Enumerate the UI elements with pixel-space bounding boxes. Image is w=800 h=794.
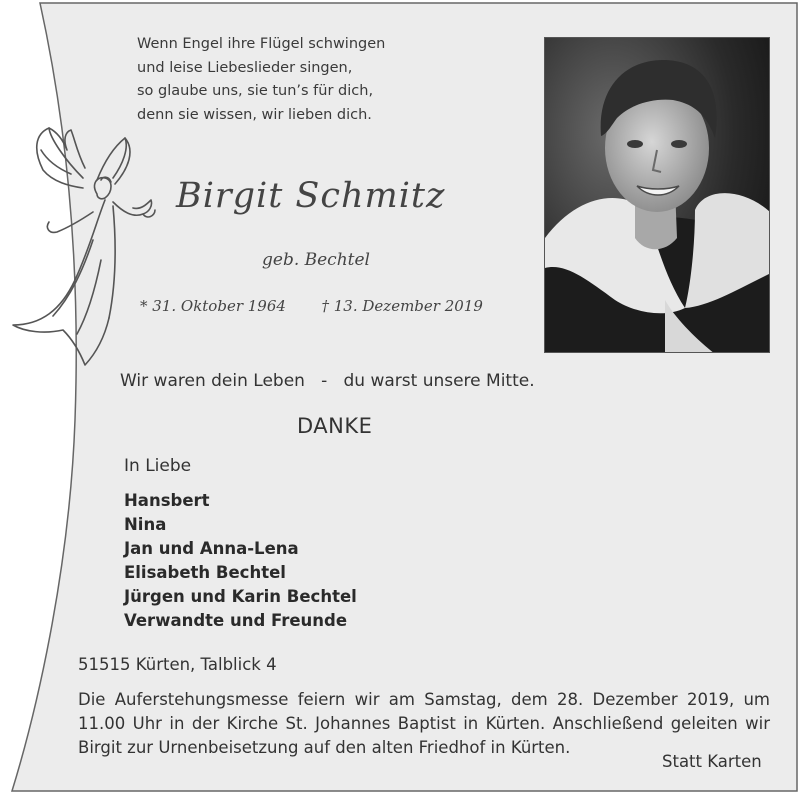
death-date: † 13. Dezember 2019 (321, 297, 483, 315)
poem-line: und leise Liebeslieder singen, (137, 59, 353, 76)
portrait-image (545, 38, 770, 353)
mourner-name: Hansbert (124, 491, 210, 510)
angel-icon (5, 120, 165, 380)
poem-line: so glaube uns, sie tun’s für dich, (137, 83, 374, 99)
statt-karten: Statt Karten (662, 752, 762, 771)
thanks-heading: DANKE (297, 414, 373, 438)
poem-line: denn sie wissen, wir lieben dich. (137, 106, 372, 123)
tagline: Wir waren dein Leben - du warst unsere Mitte. (120, 371, 535, 391)
life-dates (140, 297, 483, 315)
birth-date: * 31. Oktober 1964 (140, 297, 286, 315)
address: 51515 Kürten, Talblick 4 (78, 655, 277, 674)
mourners-list (124, 489, 357, 633)
mourner-name: Verwandte und Freunde (124, 611, 348, 630)
poem (137, 33, 385, 127)
portrait-photo (544, 37, 770, 353)
in-love-label: In Liebe (124, 456, 192, 476)
deceased-name: Birgit Schmitz (176, 176, 446, 216)
mourner-name: Jürgen und Karin Bechtel (124, 587, 357, 606)
funeral-notice: Die Auferstehungsmesse feiern wir am Samstag, dem 28. Dezember 2019, um 11.00 Uhr in der Kirche St. Johannes Baptist in Kürten. Anschließend geleiten wir Birgit zur Urnenbeisetzung auf den alten Friedhof in Kürten. (78, 690, 770, 757)
mourner-name: Elisabeth Bechtel (124, 563, 286, 582)
mourner-name: Nina (124, 515, 167, 534)
birth-name: geb. Bechtel (262, 250, 370, 270)
mourner-name: Jan und Anna-Lena (124, 539, 299, 558)
poem-line: Wenn Engel ihre Flügel schwingen (137, 36, 386, 52)
